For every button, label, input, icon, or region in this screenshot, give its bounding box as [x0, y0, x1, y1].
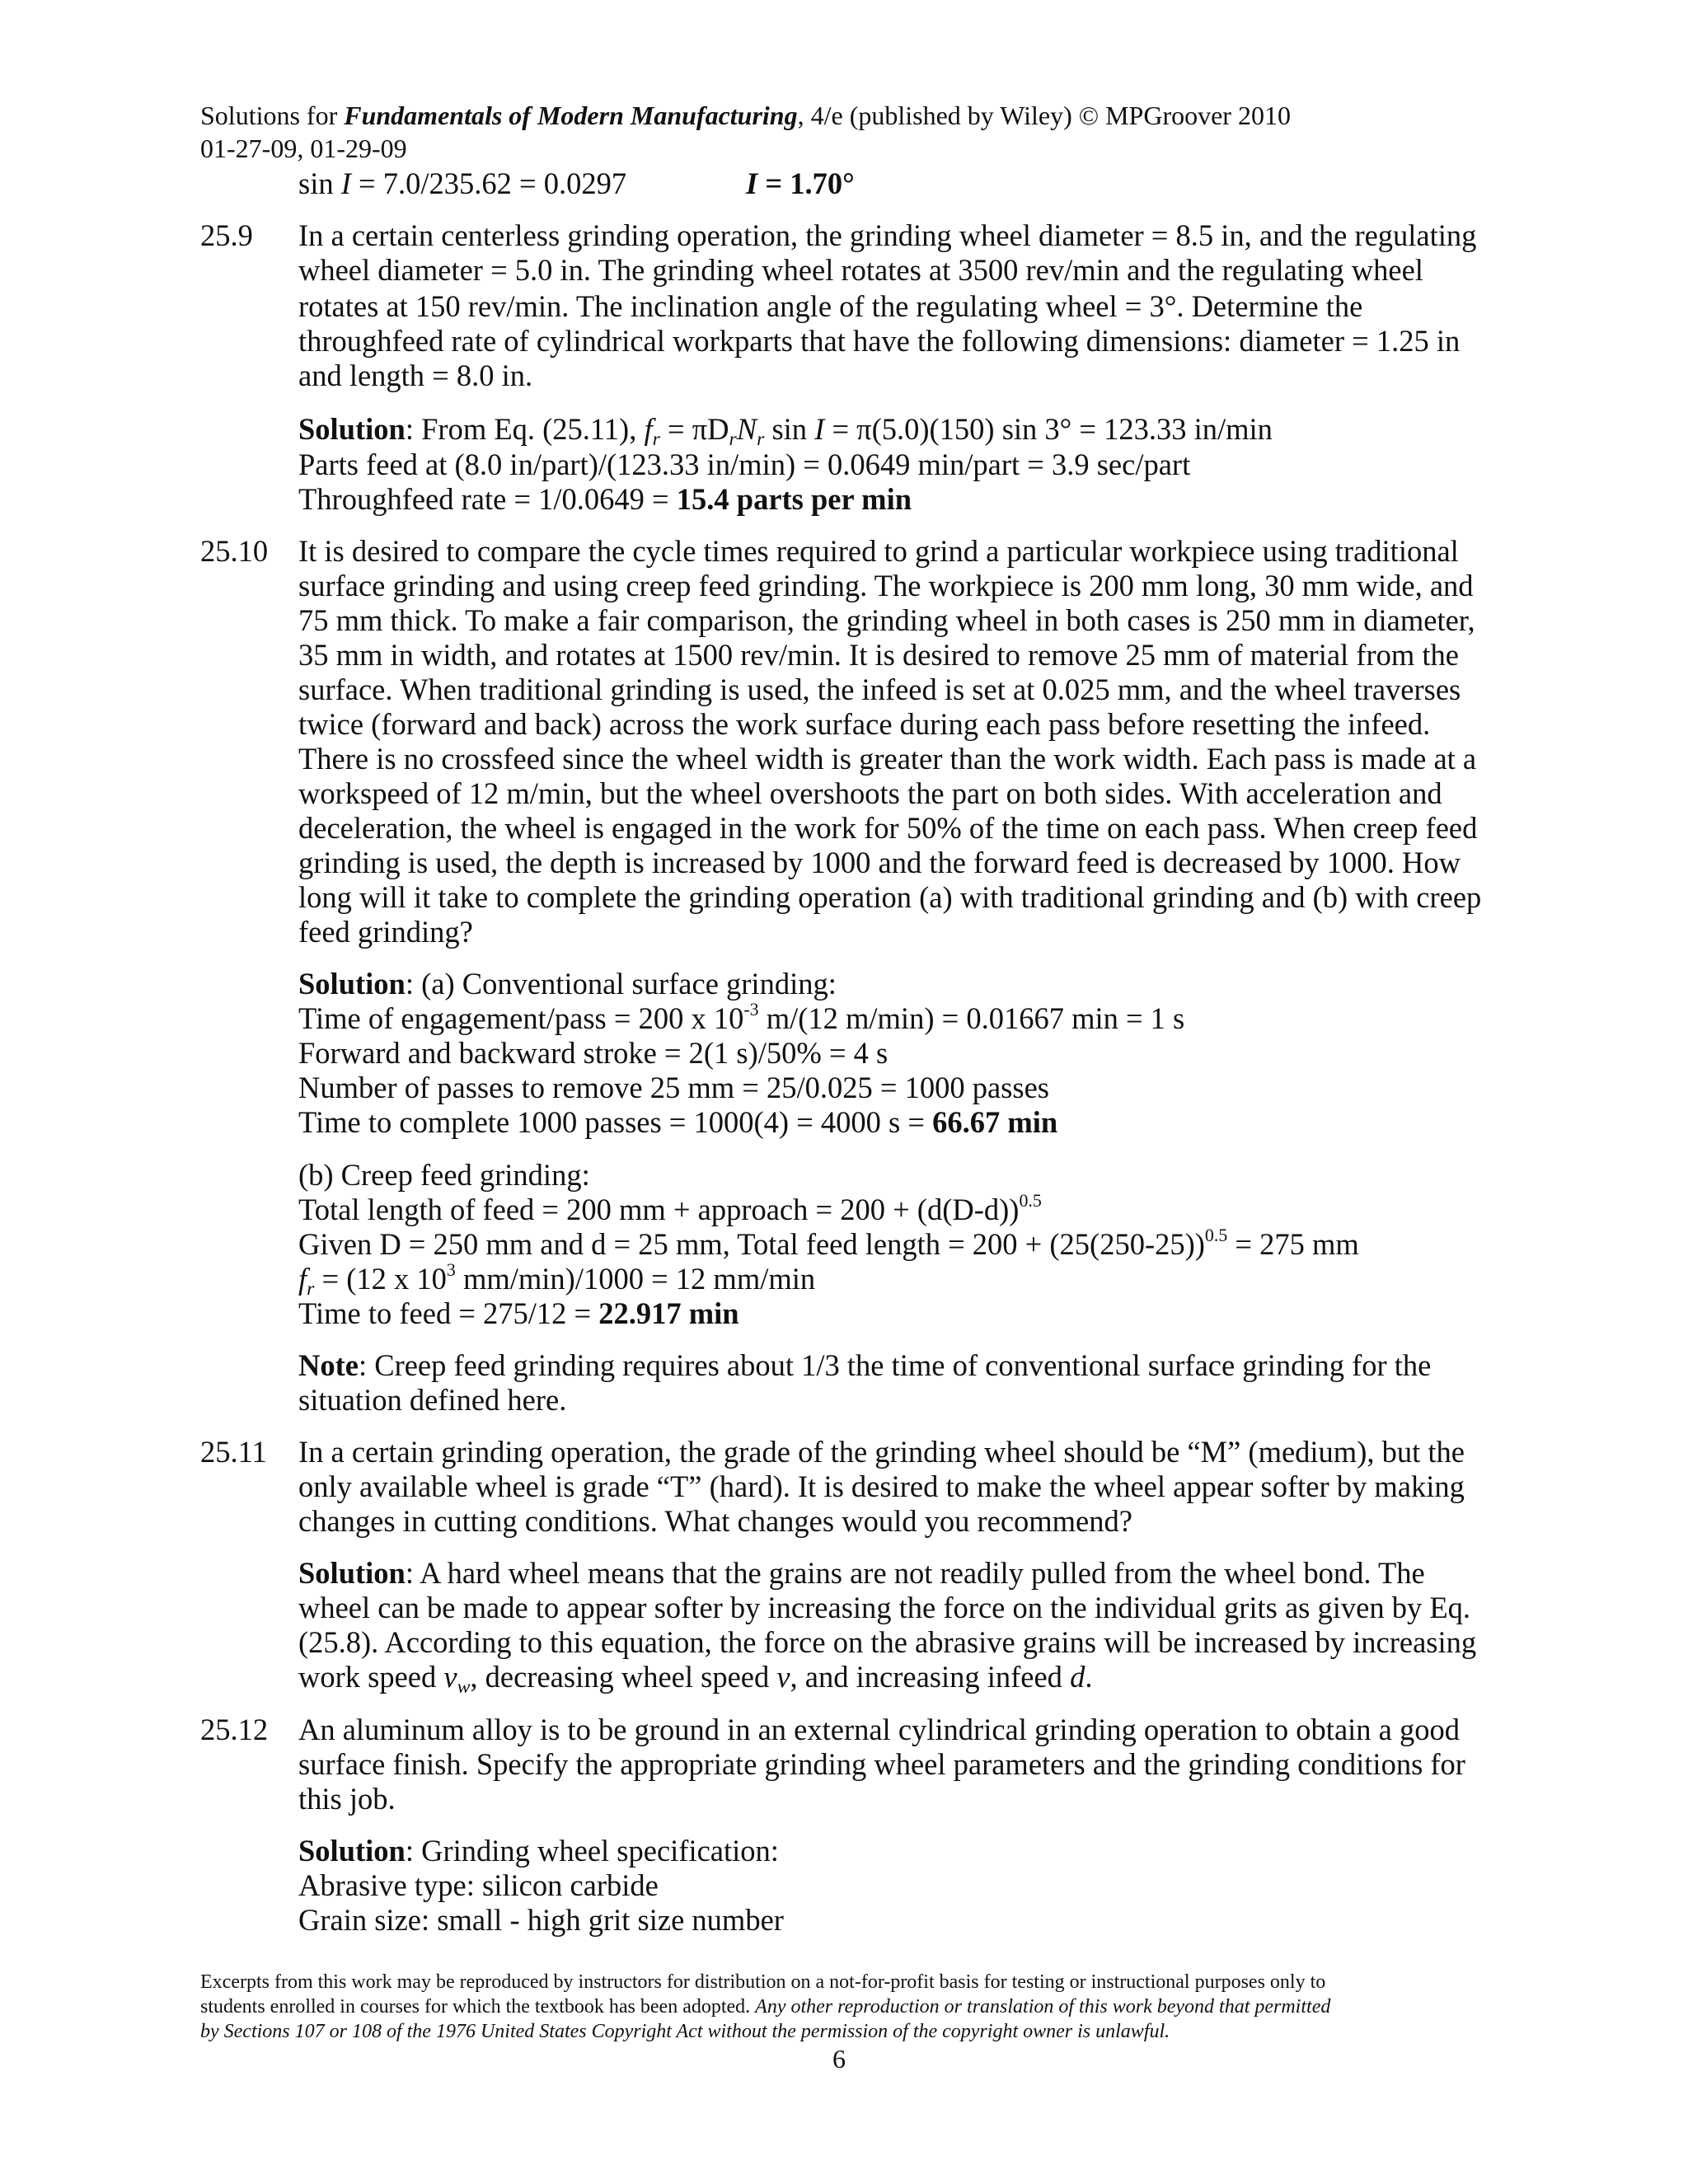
solution-text: : From Eq. (25.11), [405, 412, 645, 446]
var-f: f [644, 412, 653, 446]
var-v: v [776, 1660, 790, 1694]
solution-text: mm/min)/1000 = 12 mm/min [455, 1262, 816, 1296]
solution-line [298, 482, 912, 517]
solution-line [298, 1834, 779, 1868]
carryover-sin-prefix: sin [298, 166, 341, 200]
solution-text: Throughfeed rate = 1/0.0649 = [298, 482, 677, 516]
solution-label: Solution [298, 967, 406, 1001]
note-label: Note [298, 1348, 359, 1382]
problem-text-line: surface grinding and using creep feed grinding. The workpiece is 200 mm long, 30 mm wide, and [298, 569, 1474, 602]
solution-line: Abrasive type: silicon carbide [298, 1868, 659, 1902]
problem-text-line: grinding is used, the depth is increased by 1000 and the forward feed is decreased by 1000. How [298, 846, 1461, 879]
superscript: 3 [446, 1258, 456, 1280]
footer-italic-text: Any other reproduction or translation of this work beyond that permitted [755, 1996, 1331, 2018]
solution-text: : (a) Conventional surface grinding: [405, 967, 837, 1001]
solution-label: Solution [298, 1834, 406, 1868]
problem-text-line: feed grinding? [298, 915, 473, 949]
solution-answer: 22.917 min [598, 1296, 739, 1330]
solution-text: sin [764, 412, 815, 446]
problem-text-line: only available wheel is grade “T” (hard). It is desired to make the wheel appear softer by making [298, 1469, 1465, 1503]
problem-number: 25.11 [200, 1435, 267, 1469]
subscript: w [457, 1676, 471, 1699]
subscript: r [307, 1278, 315, 1301]
problem-text-line: In a certain grinding operation, the grade of the grinding wheel should be “M” (medium), but the [298, 1435, 1465, 1469]
subscript: r [652, 429, 660, 451]
solution-line [298, 1258, 816, 1301]
solution-line [298, 412, 1273, 451]
note-text: : Creep feed grinding requires about 1/3 the time of conventional surface grinding for the [358, 1348, 1432, 1382]
solution-line [298, 1105, 1057, 1140]
carryover-sin-value: = 7.0/235.62 = 0.0297 [350, 166, 627, 200]
solution-line: Forward and backward stroke = 2(1 s)/50% = 4 s [298, 1036, 889, 1070]
problem-text-line: this job. [298, 1782, 396, 1816]
solution-text: = (12 x 10 [314, 1262, 447, 1296]
solution-text: Time of engagement/pass = 200 x 10 [298, 1001, 744, 1035]
solution-text: = 275 mm [1227, 1227, 1359, 1261]
solution-line [298, 967, 837, 1001]
problem-text-line: wheel diameter = 5.0 in. The grinding wheel rotates at 3500 rev/min and the regulating wheel [298, 253, 1423, 287]
problem-text-line: It is desired to compare the cycle times required to grind a particular workpiece using traditional [298, 534, 1459, 568]
solution-line: Grain size: small - high grit size number [298, 1903, 784, 1937]
solution-text: , and increasing infeed [790, 1660, 1071, 1694]
solution-text: = πD [659, 412, 729, 446]
problem-text-line: changes in cutting conditions. What changes would you recommend? [298, 1504, 1132, 1538]
header-suffix: , 4/e (published by Wiley) © MPGroover 2010 [797, 101, 1291, 130]
problem-text-line: twice (forward and back) across the work surface during each pass before resetting the infeed. [298, 707, 1431, 741]
solution-label: Solution [298, 1556, 406, 1590]
var-d: d [1070, 1660, 1085, 1694]
running-header [200, 99, 1291, 132]
copyright-footer-line: Excerpts from this work may be reproduced by instructors for distribution on a not-for-profit basis for testing or instructional purposes only to [200, 1971, 1326, 1993]
note-line: situation defined here. [298, 1383, 567, 1417]
subscript: r [729, 429, 737, 451]
carryover-result-var: I [746, 166, 758, 200]
solution-text: = π(5.0)(150) sin 3° = 123.33 in/min [824, 412, 1273, 446]
problem-number: 25.10 [200, 534, 269, 568]
solution-text: m/(12 m/min) = 0.01667 min = 1 s [758, 1001, 1185, 1035]
solution-label: Solution [298, 412, 406, 446]
solution-answer: 15.4 parts per min [676, 482, 912, 516]
problem-text-line: surface finish. Specify the appropriate grinding wheel parameters and the grinding conditions for [298, 1747, 1465, 1781]
solution-line: Parts feed at (8.0 in/part)/(123.33 in/min) = 0.0649 min/part = 3.9 sec/part [298, 448, 1191, 481]
copyright-footer-line: by Sections 107 or 108 of the 1976 United States Copyright Act without the permission of the copyright owner is unlawful. [200, 2021, 1170, 2042]
var-f: f [298, 1262, 307, 1296]
carryover-sin-var: I [340, 166, 351, 200]
solution-line [298, 1296, 739, 1331]
solution-text: : A hard wheel means that the grains are not readily pulled from the wheel bond. The [405, 1556, 1425, 1590]
problem-text-line: surface. When traditional grinding is used, the infeed is set at 0.025 mm, and the wheel traverses [298, 673, 1461, 706]
solution-line [298, 998, 1185, 1036]
problem-number: 25.12 [200, 1713, 269, 1746]
problem-text-line: An aluminum alloy is to be ground in an external cylindrical grinding operation to obtain a good [298, 1713, 1460, 1746]
superscript: 0.5 [1019, 1189, 1042, 1211]
solution-text: , decreasing wheel speed [470, 1660, 777, 1694]
solution-answer: 66.67 min [932, 1105, 1058, 1139]
var-i: I [814, 412, 825, 446]
carryover-result-value: = 1.70° [757, 166, 855, 200]
var-n: N [736, 412, 757, 446]
solution-text: Time to feed = 275/12 = [298, 1296, 599, 1330]
solution-line: (b) Creep feed grinding: [298, 1158, 590, 1192]
solution-text: . [1085, 1660, 1093, 1694]
problem-text-line: 75 mm thick. To make a fair comparison, the grinding wheel in both cases is 250 mm in diameter, [298, 603, 1475, 637]
problem-text-line: rotates at 150 rev/min. The inclination angle of the regulating wheel = 3°. Determine the [298, 289, 1363, 323]
problem-text-line: and length = 8.0 in. [298, 359, 533, 392]
book-title: Fundamentals of Modern Manufacturing [344, 101, 798, 130]
page-number: 6 [832, 2044, 846, 2074]
var-v: v [443, 1660, 457, 1694]
copyright-footer-line [200, 1994, 1486, 2019]
solution-text: : Grinding wheel specification: [405, 1834, 779, 1868]
subscript: r [757, 429, 765, 451]
superscript: 0.5 [1204, 1224, 1228, 1245]
problem-text-line: In a certain centerless grinding operation, the grinding wheel diameter = 8.5 in, and the regulating [298, 218, 1477, 252]
solution-line [298, 1660, 1093, 1699]
header-prefix: Solutions for [200, 101, 345, 130]
problem-text-line: workspeed of 12 m/min, but the wheel overshoots the part on both sides. With acceleration and [298, 776, 1442, 810]
problem-text-line: deceleration, the wheel is engaged in the work for 50% of the time on each pass. When creep feed [298, 811, 1478, 845]
solution-line [298, 1556, 1425, 1591]
carryover-result [746, 166, 855, 201]
superscript: -3 [743, 998, 759, 1019]
solution-text: work speed [298, 1660, 444, 1694]
problem-number: 25.9 [200, 218, 253, 252]
solution-line: Number of passes to remove 25 mm = 25/0.025 = 1000 passes [298, 1071, 1049, 1104]
note-line [298, 1348, 1431, 1383]
solution-line: (25.8). According to this equation, the force on the abrasive grains will be increased by increasing [298, 1625, 1477, 1659]
problem-text-line: 35 mm in width, and rotates at 1500 rev/min. It is desired to remove 25 mm of material from the [298, 638, 1459, 672]
solution-line [298, 1224, 1359, 1262]
problem-text-line: There is no crossfeed since the wheel width is greater than the work width. Each pass is made at a [298, 742, 1477, 776]
solution-text: Time to complete 1000 passes = 1000(4) = 4000 s = [298, 1105, 933, 1139]
problem-text-line: throughfeed rate of cylindrical workparts that have the following dimensions: diameter = 1.25 in [298, 324, 1461, 358]
header-dates: 01-27-09, 01-29-09 [200, 134, 407, 163]
problem-text-line: long will it take to complete the grinding operation (a) with traditional grinding and (b) with creep [298, 880, 1482, 914]
solution-text: Total length of feed = 200 mm + approach = 200 + (d(D-d)) [298, 1193, 1020, 1226]
footer-text: students enrolled in courses for which the textbook has been adopted. [200, 1996, 756, 2018]
solution-line [298, 1189, 1042, 1227]
solution-text: Given D = 250 mm and d = 25 mm, Total feed length = 200 + (25(250-25)) [298, 1227, 1205, 1261]
carryover-sin-line [298, 166, 626, 201]
solution-line: wheel can be made to appear softer by increasing the force on the individual grits as given by Eq. [298, 1591, 1471, 1624]
